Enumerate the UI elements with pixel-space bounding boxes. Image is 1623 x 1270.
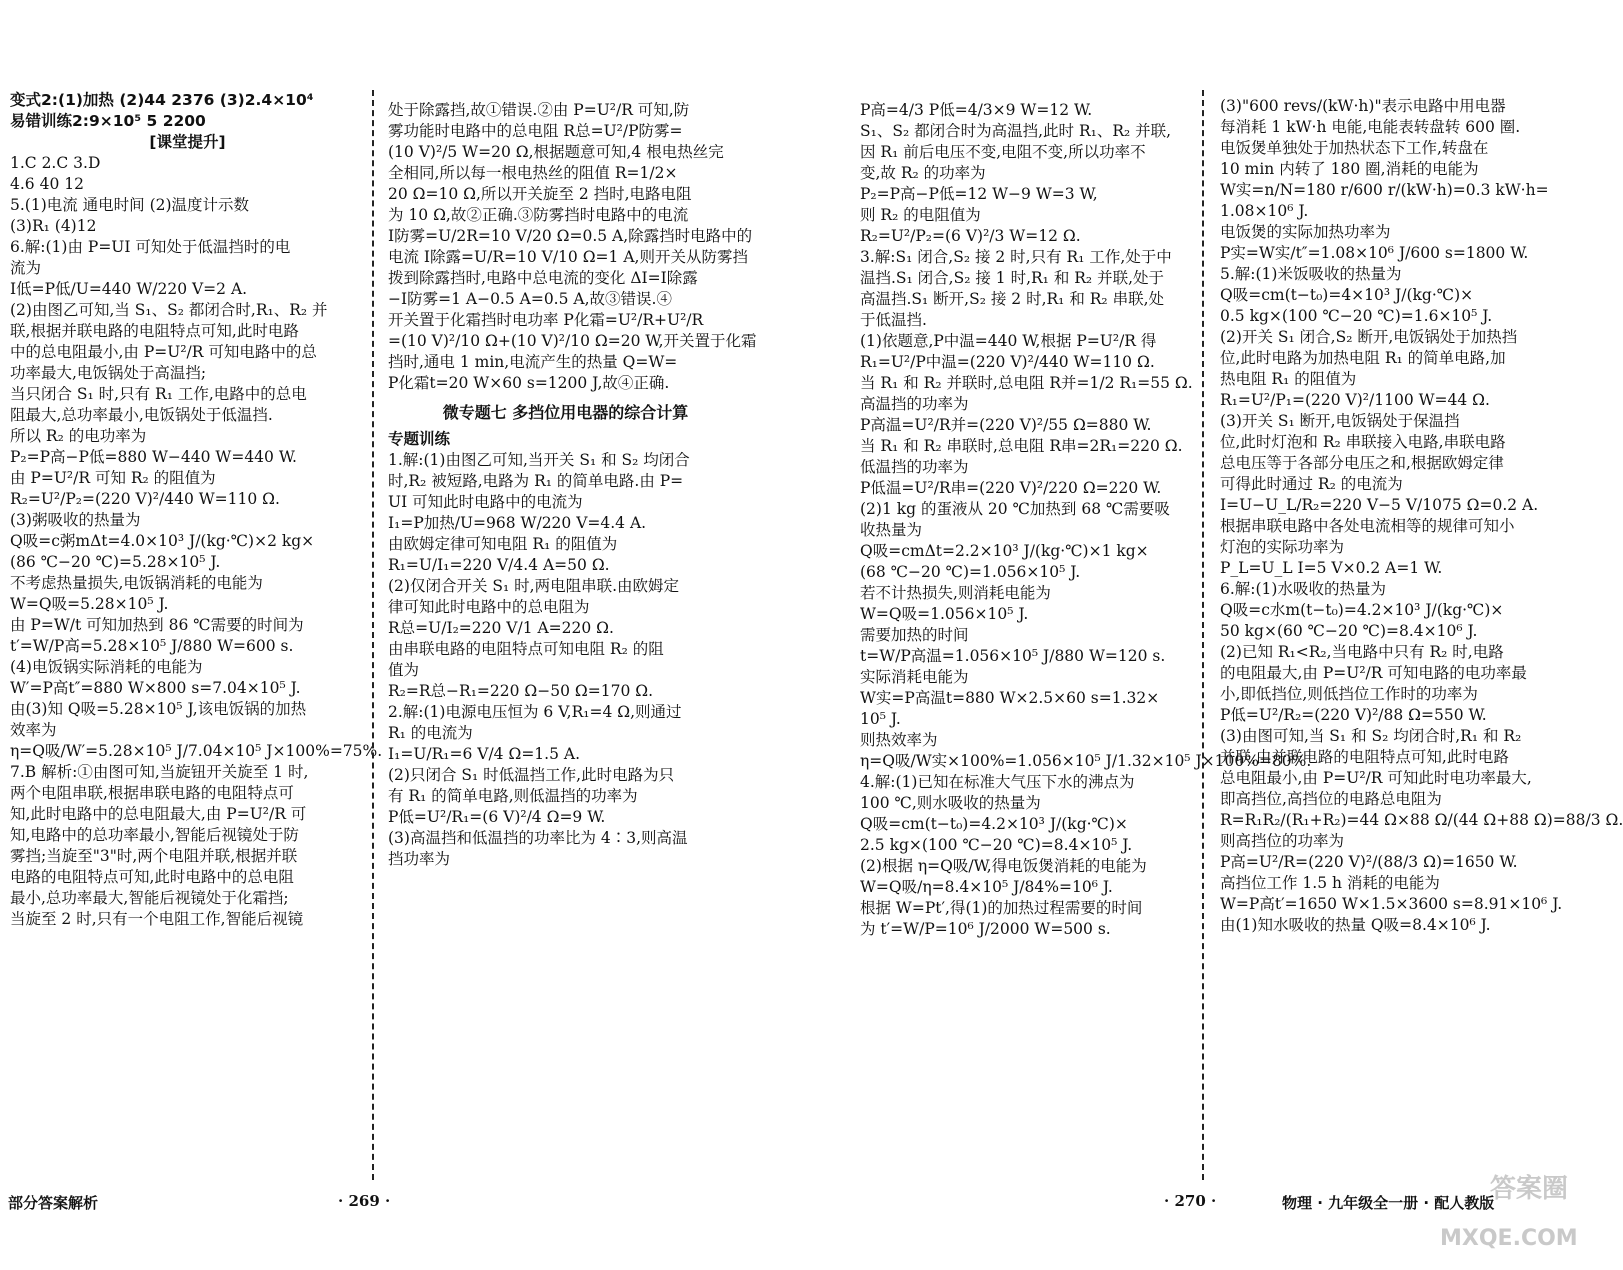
text-line: R₂=U²/P₂=(220 V)²/440 W=110 Ω. [10, 490, 280, 508]
text-line: 高温挡.S₁ 断开,S₂ 接 2 时,R₁ 和 R₂ 串联,处 [860, 290, 1164, 308]
text-line: 联,根据并联电路的电阻特点可知,此时电路 [10, 322, 299, 340]
text-line: 若不计热损失,则消耗电能为 [860, 584, 1051, 602]
text-line: 电流 I除露=U/R=10 V/10 Ω=1 A,则开关从防雾挡 [388, 248, 748, 266]
text-line: [课堂提升] [149, 133, 226, 151]
text-line: S₁、S₂ 都闭合时为高温挡,此时 R₁、R₂ 并联, [860, 122, 1172, 140]
answer-column-4 [1220, 96, 1623, 936]
text-line: P低温=U²/R串=(220 V)²/220 Ω=220 W. [860, 479, 1162, 497]
text-line: P低=U²/R₁=(6 V)²/4 Ω=9 W. [388, 808, 606, 826]
footer-right-label: 物理 · 九年级全一册 · 配人教版 [1282, 1194, 1495, 1212]
text-line: 当 R₁ 和 R₂ 串联时,总电阻 R串=2R₁=220 Ω. [860, 437, 1183, 455]
text-line: 因 R₁ 前后电压不变,电阻不变,所以功率不 [860, 143, 1146, 161]
text-line: P高温=U²/R并=(220 V)²/55 Ω=880 W. [860, 416, 1152, 434]
text-line: 功率最大,电饭锅处于高温挡; [10, 364, 207, 382]
text-line: 0.5 kg×(100 ℃−20 ℃)=1.6×10⁵ J. [1220, 307, 1493, 325]
text-line: (3)粥吸收的热量为 [10, 511, 141, 529]
text-line: 中的总电阻最小,由 P=U²/R 可知电路中的总 [10, 343, 317, 361]
text-line: P低=U²/R₂=(220 V)²/88 Ω=550 W. [1220, 706, 1487, 724]
right-page [800, 0, 1623, 1270]
answer-column-2-bottom [388, 429, 743, 870]
answer-column-2 [388, 100, 757, 870]
text-line: t′=W/P高=5.28×10⁵ J/880 W=600 s. [10, 637, 294, 655]
text-line: 则高挡位的功率为 [1220, 832, 1345, 850]
text-line: W=P高t′=1650 W×1.5×3600 s=8.91×10⁶ J. [1220, 895, 1563, 913]
text-line: 每消耗 1 kW·h 电能,电能表转盘转 600 圈. [1220, 118, 1521, 136]
text-line: 由 P=W/t 可知加热到 86 ℃需要的时间为 [10, 616, 304, 634]
text-line: 为 10 Ω,故②正确.③防雾挡时电路中的电流 [388, 206, 689, 224]
text-line: 当旋至 2 时,只有一个电阻工作,智能后视镜 [10, 910, 304, 928]
text-line: (4)电饭锅实际消耗的电能为 [10, 658, 203, 676]
text-line: W=Q吸=1.056×10⁵ J. [860, 605, 1029, 623]
footer-left-label: 部分答案解析 [8, 1194, 99, 1212]
text-line: 4.6 40 12 [10, 175, 84, 193]
text-line: 知,电路中的总功率最小,智能后视镜处于防 [10, 826, 299, 844]
text-line: 电饭煲单独处于加热状态下工作,转盘在 [1220, 139, 1489, 157]
text-line: 高温挡的功率为 [860, 395, 969, 413]
text-line: 最小,总功率最大,智能后视镜处于化霜挡; [10, 889, 289, 907]
text-line: 灯泡的实际功率为 [1220, 538, 1345, 556]
text-line: t=W/P高温=1.056×10⁵ J/880 W=120 s. [860, 647, 1166, 665]
text-line: 位,此时灯泡和 R₂ 串联接入电路,串联电路 [1220, 433, 1506, 451]
text-line: 律可知此时电路中的总电阻为 [388, 598, 590, 616]
text-line: 不考虑热量损失,电饭锅消耗的电能为 [10, 574, 263, 592]
text-line: 时,R₂ 被短路,电路为 R₁ 的简单电路.由 P= [388, 472, 684, 490]
text-line: (3)"600 revs/(kW·h)"表示电路中用电器 [1220, 97, 1506, 115]
text-line: P₂=P高−P低=12 W−9 W=3 W, [860, 185, 1098, 203]
text-line: 收热量为 [860, 521, 923, 539]
text-line: 6.解:(1)水吸收的热量为 [1220, 580, 1386, 598]
text-line: −I防雾=1 A−0.5 A=0.5 A,故③错误.④ [388, 290, 672, 308]
text-line: (10 V)²/5 W=20 Ω,根据题意可知,4 根电热丝完 [388, 143, 724, 161]
text-line: 5.(1)电流 通电时间 (2)温度计示数 [10, 196, 250, 214]
text-line: 即高挡位,高挡位的电路总电阻为 [1220, 790, 1442, 808]
text-line: 变式2:(1)加热 (2)44 2376 (3)2.4×10⁴ [10, 91, 314, 109]
text-line: R总=U/I₂=220 V/1 A=220 Ω. [388, 619, 614, 637]
text-line: η=Q吸/W实×100%=1.056×10⁵ J/1.32×10⁵ J×100%=80%. [860, 752, 1312, 770]
text-line: P高=4/3 P低=4/3×9 W=12 W. [860, 101, 1093, 119]
page-number-left: · 269 · [338, 1192, 391, 1210]
column-divider [372, 90, 374, 1180]
text-line: Q吸=cmΔt=2.2×10³ J/(kg·℃)×1 kg× [860, 542, 1149, 560]
text-line: I₁=U/R₁=6 V/4 Ω=1.5 A. [388, 745, 581, 763]
text-line: R₁=U/I₁=220 V/4.4 A=50 Ω. [388, 556, 610, 574]
text-line: 由(3)知 Q吸=5.28×10⁵ J,该电饭锅的加热 [10, 700, 307, 718]
text-line: W′=P高t″=880 W×800 s=7.04×10⁵ J. [10, 679, 301, 697]
text-line: 雾功能时电路中的总电阻 R总=U²/P防雾= [388, 122, 683, 140]
text-line: =(10 V)²/10 Ω+(10 V)²/10 Ω=20 W,开关置于化霜 [388, 332, 757, 350]
text-line: 雾挡;当旋至"3"时,两个电阻并联,根据并联 [10, 847, 298, 865]
text-line: I₁=P加热/U=968 W/220 V=4.4 A. [388, 514, 647, 532]
text-line: 挡功率为 [388, 850, 451, 868]
text-line: 20 Ω=10 Ω,所以开关旋至 2 挡时,电路电阻 [388, 185, 692, 203]
text-line: 开关置于化霜挡时电功率 P化霜=U²/R+U²/R [388, 311, 704, 329]
text-line: (3)R₁ (4)12 [10, 217, 97, 235]
text-line: 7.B 解析:①由图可知,当旋钮开关旋至 1 时, [10, 763, 309, 781]
text-line: Q吸=c水m(t−t₀)=4.2×10³ J/(kg·℃)× [1220, 601, 1504, 619]
text-line: (2)根据 η=Q吸/W,得电饭煲消耗的电能为 [860, 857, 1147, 875]
section-title: 微专题七 多挡位用电器的综合计算 [442, 403, 689, 422]
text-line: 所以 R₂ 的电功率为 [10, 427, 147, 445]
text-line: 效率为 [10, 721, 57, 739]
text-line: R₁ 的电流为 [388, 724, 473, 742]
text-line: 4.解:(1)已知在标准大气压下水的沸点为 [860, 773, 1135, 791]
text-line: I防雾=U/2R=10 V/20 Ω=0.5 A,除露挡时电路中的 [388, 227, 753, 245]
text-line: 2.解:(1)电源电压恒为 6 V,R₁=4 Ω,则通过 [388, 703, 682, 721]
text-line: 两个电阻串联,根据串联电路的电阻特点可 [10, 784, 294, 802]
text-line: R=R₁R₂/(R₁+R₂)=44 Ω×88 Ω/(44 Ω+88 Ω)=88/3 Ω. [1220, 811, 1623, 829]
text-line: 有 R₁ 的简单电路,则低温挡的功率为 [388, 787, 638, 805]
watermark-url: MXQE.COM [1440, 1226, 1578, 1251]
text-line: 电路的电阻特点可知,此时电路中的总电阻 [10, 868, 294, 886]
text-line: 流为 [10, 259, 42, 277]
text-line: 专题训练 [388, 430, 451, 448]
text-line: R₁=U²/P中温=(220 V)²/440 W=110 Ω. [860, 353, 1155, 371]
text-line: 高挡位工作 1.5 h 消耗的电能为 [1220, 874, 1440, 892]
text-line: 5.解:(1)米饭吸收的热量为 [1220, 265, 1402, 283]
text-line: 3.解:S₁ 闭合,S₂ 接 2 时,只有 R₁ 工作,处于中 [860, 248, 1172, 266]
text-line: (2)由图乙可知,当 S₁、S₂ 都闭合时,R₁、R₂ 并 [10, 301, 328, 319]
text-line: Q吸=cm(t−t₀)=4×10³ J/(kg·℃)× [1220, 286, 1474, 304]
text-line: 总电阻最小,由 P=U²/R 可知此时电功率最大, [1220, 769, 1532, 787]
text-line: 根据 W=Pt′,得(1)的加热过程需要的时间 [860, 899, 1143, 917]
text-line: W实=P高温t=880 W×2.5×60 s=1.32× [860, 689, 1160, 707]
text-line: 1.解:(1)由图乙可知,当开关 S₁ 和 S₂ 均闭合 [388, 451, 690, 469]
text-line: 6.解:(1)由 P=UI 可知处于低温挡时的电 [10, 238, 291, 256]
text-line: (2)开关 S₁ 闭合,S₂ 断开,电饭锅处于加热挡 [1220, 328, 1518, 346]
text-line: 需要加热的时间 [860, 626, 969, 644]
text-line: 当只闭合 S₁ 时,只有 R₁ 工作,电路中的总电 [10, 385, 307, 403]
text-line: 温挡.S₁ 闭合,S₂ 接 1 时,R₁ 和 R₂ 并联,处于 [860, 269, 1164, 287]
text-line: 位,此时电路为加热电阻 R₁ 的简单电路,加 [1220, 349, 1506, 367]
text-line: 由串联电路的电阻特点可知电阻 R₂ 的阻 [388, 640, 664, 658]
text-line: 则热效率为 [860, 731, 938, 749]
text-line: P_L=U_L I=5 V×0.2 A=1 W. [1220, 559, 1443, 577]
column-divider [1202, 90, 1204, 1180]
text-line: 并联,由并联电路的电阻特点可知,此时电路 [1220, 748, 1509, 766]
text-line: (2)已知 R₁<R₂,当电路中只有 R₂ 时,电路 [1220, 643, 1504, 661]
text-line: 值为 [388, 661, 420, 679]
text-line: 根据串联电路中各处电流相等的规律可知小 [1220, 517, 1515, 535]
text-line: R₂=U²/P₂=(6 V)²/3 W=12 Ω. [860, 227, 1081, 245]
text-line: 全相同,所以每一根电热丝的阻值 R=1/2× [388, 164, 678, 182]
text-line: (68 ℃−20 ℃)=1.056×10⁵ J. [860, 563, 1081, 581]
text-line: 100 ℃,则水吸收的热量为 [860, 794, 1041, 812]
text-line: W实=n/N=180 r/600 r/(kW·h)=0.3 kW·h= [1220, 181, 1549, 199]
watermark-logo: 答案圈 [1490, 1174, 1569, 1204]
text-line: P₂=P高−P低=880 W−440 W=440 W. [10, 448, 297, 466]
text-line: P化霜t=20 W×60 s=1200 J,故④正确. [388, 374, 670, 392]
text-line: 由欧姆定律可知电阻 R₁ 的阻值为 [388, 535, 618, 553]
text-line: R₁=U²/P₁=(220 V)²/1100 W=44 Ω. [1220, 391, 1490, 409]
text-line: 10 min 内转了 180 圈,消耗的电能为 [1220, 160, 1479, 178]
text-line: I低=P低/U=440 W/220 V=2 A. [10, 280, 248, 298]
answer-column-1 [10, 90, 383, 930]
text-line: 由 P=U²/R 可知 R₂ 的阻值为 [10, 469, 216, 487]
text-line: (3)高温挡和低温挡的功率比为 4∶3,则高温 [388, 829, 688, 847]
text-line: 变,故 R₂ 的功率为 [860, 164, 986, 182]
text-line: 由(1)知水吸收的热量 Q吸=8.4×10⁶ J. [1220, 916, 1491, 934]
text-line: W=Q吸=5.28×10⁵ J. [10, 595, 169, 613]
text-line: W=Q吸/η=8.4×10⁵ J/84%=10⁶ J. [860, 878, 1113, 896]
text-line: 阻最大,总功率最小,电饭锅处于低温挡. [10, 406, 273, 424]
text-line: 可得此时通过 R₂ 的电流为 [1220, 475, 1403, 493]
text-line: 电饭煲的实际加热功率为 [1220, 223, 1391, 241]
text-line: 10⁵ J. [860, 710, 901, 728]
text-line: 挡时,通电 1 min,电流产生的热量 Q=W= [388, 353, 678, 371]
text-line: (2)仅闭合开关 S₁ 时,两电阻串联.由欧姆定 [388, 577, 679, 595]
text-line: 50 kg×(60 ℃−20 ℃)=8.4×10⁶ J. [1220, 622, 1478, 640]
text-line: 小,即低挡位,则低挡位工作时的功率为 [1220, 685, 1478, 703]
text-line: 实际消耗电能为 [860, 668, 969, 686]
text-line: 当 R₁ 和 R₂ 并联时,总电阻 R并=1/2 R₁=55 Ω. [860, 374, 1193, 392]
text-line: (3)由图可知,当 S₁ 和 S₂ 均闭合时,R₁ 和 R₂ [1220, 727, 1522, 745]
text-line: 1.C 2.C 3.D [10, 154, 101, 172]
text-line: 2.5 kg×(100 ℃−20 ℃)=8.4×10⁵ J. [860, 836, 1133, 854]
text-line: 处于除露挡,故①错误.②由 P=U²/R 可知,防 [388, 101, 690, 119]
text-line: 1.08×10⁶ J. [1220, 202, 1309, 220]
text-line: 总电压等于各部分电压之和,根据欧姆定律 [1220, 454, 1504, 472]
text-line: P实=W实/t″=1.08×10⁶ J/600 s=1800 W. [1220, 244, 1529, 262]
text-line: η=Q吸/W′=5.28×10⁵ J/7.04×10⁵ J×100%=75%. [10, 742, 383, 760]
text-line: 低温挡的功率为 [860, 458, 969, 476]
text-line: 热电阻 R₁ 的阻值为 [1220, 370, 1357, 388]
text-line: (86 ℃−20 ℃)=5.28×10⁵ J. [10, 553, 221, 571]
text-line: I=U−U_L/R₂=220 V−5 V/1075 Ω=0.2 A. [1220, 496, 1539, 514]
text-line: (3)开关 S₁ 断开,电饭锅处于保温挡 [1220, 412, 1460, 430]
text-line: (1)依题意,P中温=440 W,根据 P=U²/R 得 [860, 332, 1157, 350]
text-line: Q吸=c粥mΔt=4.0×10³ J/(kg·℃)×2 kg× [10, 532, 315, 550]
text-line: (2)1 kg 的蛋液从 20 ℃加热到 68 ℃需要吸 [860, 500, 1170, 518]
text-line: 知,此时电路中的总电阻最大,由 P=U²/R 可 [10, 805, 307, 823]
page-number-right: · 270 · [1164, 1192, 1217, 1210]
text-line: 为 t′=W/P=10⁶ J/2000 W=500 s. [860, 920, 1111, 938]
answer-column-2-top [388, 100, 757, 394]
text-line: Q吸=cm(t−t₀)=4.2×10³ J/(kg·℃)× [860, 815, 1128, 833]
text-line: UI 可知此时电路中的电流为 [388, 493, 583, 511]
text-line: 则 R₂ 的电阻值为 [860, 206, 981, 224]
text-line: 易错训练2:9×10⁵ 5 2200 [10, 112, 206, 130]
text-line: 拨到除露挡时,电路中总电流的变化 ΔI=I除露 [388, 269, 698, 287]
left-page [0, 0, 800, 1270]
text-line: 于低温挡. [860, 311, 927, 329]
text-line: P高=U²/R=(220 V)²/(88/3 Ω)=1650 W. [1220, 853, 1518, 871]
text-line: R₂=R总−R₁=220 Ω−50 Ω=170 Ω. [388, 682, 654, 700]
text-line: (2)只闭合 S₁ 时低温挡工作,此时电路为只 [388, 766, 675, 784]
text-line: 的电阻最大,由 P=U²/R 可知电路的电功率最 [1220, 664, 1527, 682]
